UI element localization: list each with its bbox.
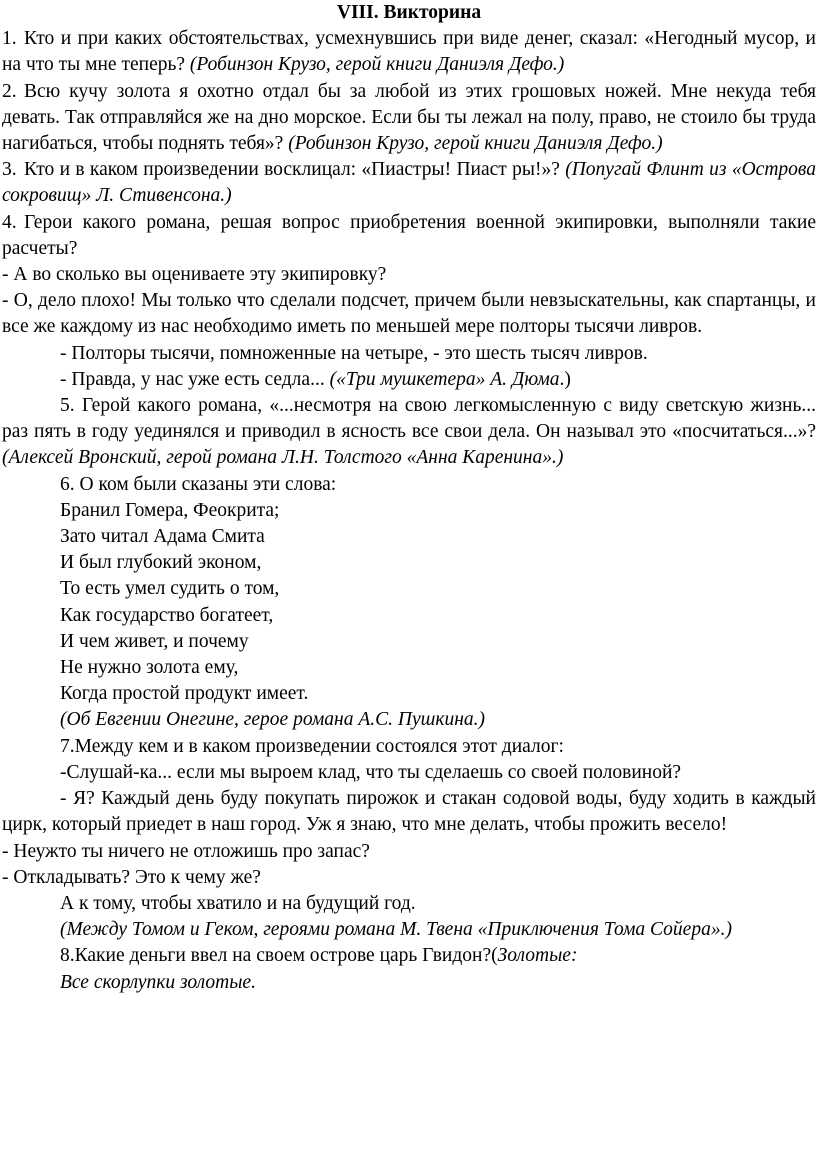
poem-verse — [2, 498, 816, 708]
question-number: 1. — [2, 28, 17, 50]
question-3 — [2, 157, 816, 209]
verse-line: И чем живет, и почему — [60, 630, 249, 652]
answer-italic: (Между Томом и Геком, героями романа М. Твена «Приключения Тома Сойера».) — [60, 919, 732, 941]
verse-line: И был глубокий эконом, — [60, 552, 262, 574]
answer-text: (Попугай Флинт из «Острова сокровищ» Л. Стивенсона.) — [2, 159, 816, 207]
answer-line — [2, 970, 816, 996]
answer-tail: .) — [559, 368, 571, 390]
answer-italic: Все скорлупки золотые. — [60, 971, 256, 993]
question-text: Герои какого романа, решая вопрос приобретения военной экипировки, выполняли такие расчеты? — [2, 211, 816, 259]
answer-text: (Робинзон Крузо, герой книги Даниэля Дефо.) — [189, 54, 565, 76]
question-text: 5. Герой какого романа, «...несмотря на свою легкомысленную с виду светскую жизнь... раз пять в году уединялся и приводил в ясность все свои дела. Он называл это «посчитаться...»? — [2, 395, 816, 443]
dialogue-line: - О, дело плохо! Мы только что сделали подсчет, причем были невзыскательны, как спартанцы, и все же каждому из нас необходимо иметь по меньшей мере полторы тысячи ливров. — [2, 290, 816, 338]
dialogue-line: - А во сколько вы оцениваете эту экипировку? — [2, 264, 387, 286]
verse-line: То есть умел судить о том, — [60, 578, 280, 600]
dialogue-line: - Откладывать? Это к чему же? — [2, 866, 261, 888]
question-text: 8.Какие деньги ввел на своем острове царь Гвидон?( — [60, 945, 498, 967]
verse-line: Как государство богатеет, — [60, 604, 274, 626]
dialogue-line: -Слушай-ка... если мы выроем клад, что ты сделаешь со своей половиной? — [60, 761, 682, 783]
answer-text: (Робинзон Крузо, герой книги Даниэля Дефо.) — [288, 133, 663, 155]
answer-italic: (Об Евгении Онегине, герое романа А.С. Пушкина.) — [60, 709, 486, 731]
question-1 — [2, 26, 816, 78]
dialogue-line: - Я? Каждый день буду покупать пирожок и стакан содовой воды, буду ходить в каждый цирк, который приедет в наш город. Уж я знаю, что мне делать, чтобы прожить весело! — [2, 788, 816, 836]
question-7: 7.Между кем и в каком произведении состоялся этот диалог: — [60, 735, 564, 757]
question-4 — [2, 210, 816, 262]
verse-line: Не нужно золота ему, — [60, 657, 239, 679]
answer-text: (Алексей Вронский, герой романа Л.Н. Толстого «Анна Каренина».) — [2, 447, 564, 469]
question-text: Кто и в каком произведении восклицал: «Пиастры! Пиаст ры!»? — [24, 159, 566, 181]
dialogue-line: - Полторы тысячи, помноженные на четыре, - это шесть тысяч ливров. — [60, 342, 648, 364]
question-6: 6. О ком были сказаны эти слова: — [60, 473, 337, 495]
question-number: 2. — [2, 80, 17, 102]
dialogue-line: - Неужто ты ничего не отложишь про запас? — [2, 840, 370, 862]
answer-text — [2, 917, 816, 943]
question-8 — [2, 943, 816, 969]
question-text: Кто и при каких обстоятельствах, усмехнувшись при виде денег, сказал: «Негодный мусор, и на что ты мне теперь? — [2, 28, 816, 76]
answer-text: («Три мушкетера» А. Дюма — [329, 368, 560, 390]
question-5 — [2, 393, 816, 472]
answer-text: Золотые: — [497, 945, 578, 967]
verse-line: Бранил Гомера, Феокрита; — [60, 499, 280, 521]
dialogue-line: А к тому, чтобы хватило и на будущий год. — [60, 892, 416, 914]
question-number: 3. — [2, 159, 17, 181]
question-number: 4. — [2, 211, 17, 233]
dialogue-text: - Правда, у нас уже есть седла... — [60, 368, 330, 390]
question-2 — [2, 79, 816, 158]
question-text: Всю кучу золота я охотно отдал бы за любой из этих грошовых ножей. Мне некуда тебя девать. Так отправляйся же на дно морское. Если бы ты лежал на полу, право, не стоило бы труда нагибаться, чтобы поднять тебя»? — [2, 80, 816, 155]
answer-text — [2, 707, 816, 733]
verse-line: Зато читал Адама Смита — [60, 526, 265, 548]
verse-line: Когда простой продукт имеет. — [60, 683, 309, 705]
dialogue-line — [2, 367, 816, 393]
section-title: VIII. Викторина — [336, 2, 482, 23]
